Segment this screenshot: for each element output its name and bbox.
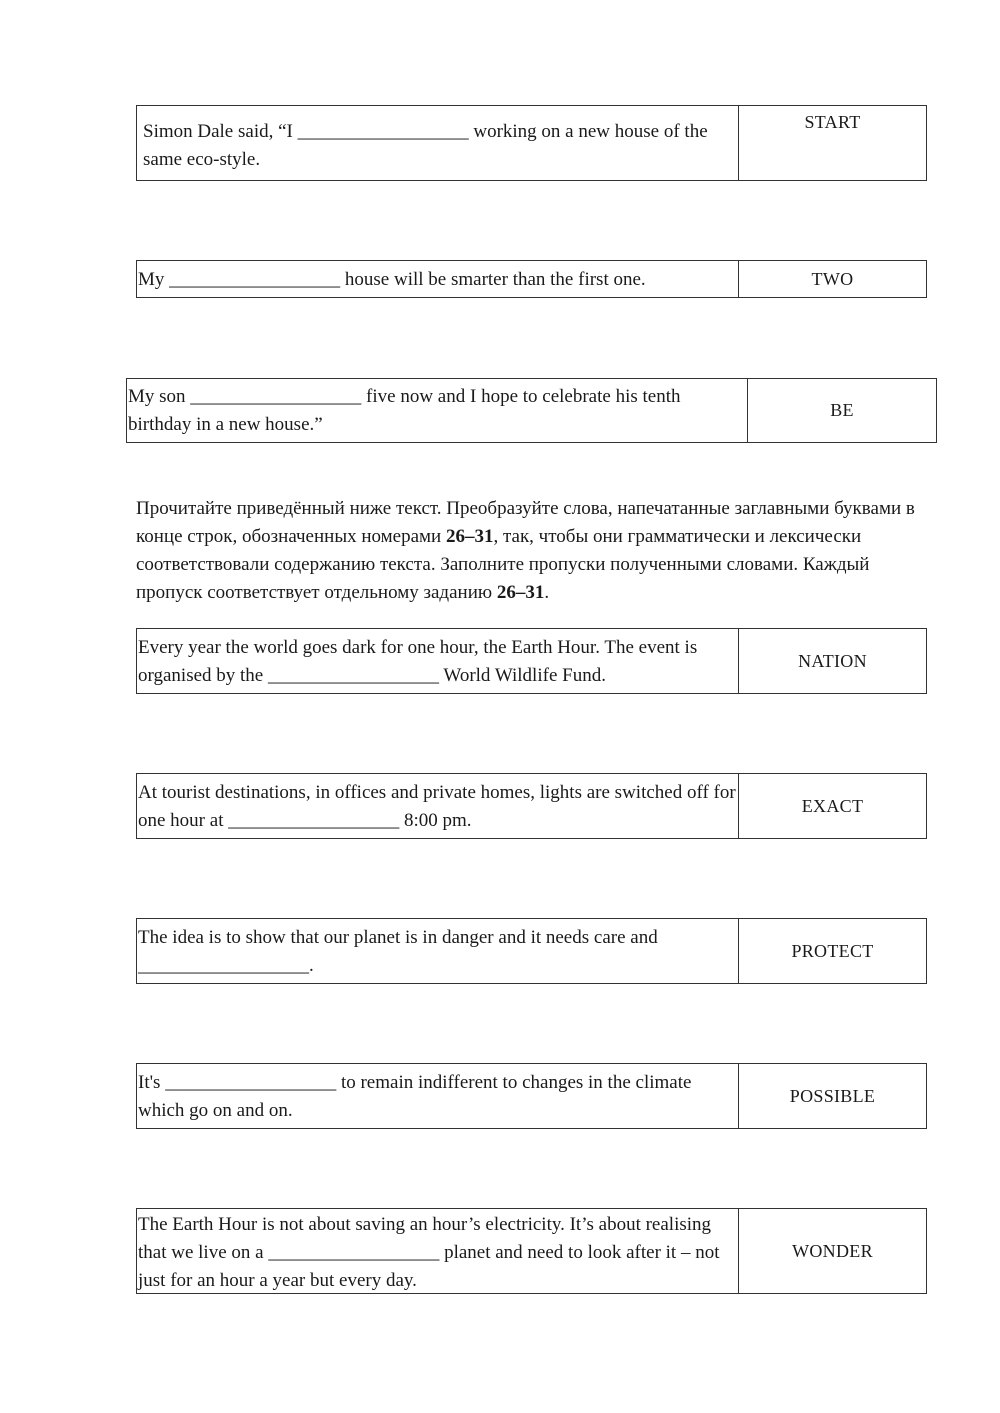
sentence-text-after: World Wildlife Fund.: [439, 665, 606, 686]
sentence-text-before: Simon Dale said, “I: [143, 121, 298, 142]
task-sentence: [137, 629, 739, 693]
sentence-text-after: planet and need to look after it – not just for an hour a year but every day.: [138, 1242, 720, 1291]
sentence-text-before: The Earth Hour is not about saving an hour’s electricity. It’s about realising that we live on a: [138, 1214, 712, 1263]
keyword-two: TWO: [811, 268, 854, 289]
task-instruction: [136, 495, 926, 607]
sentence-text-after: 8:00 pm.: [399, 810, 472, 831]
sentence-text-before: Every year the world goes dark for one hour, the Earth Hour. The event is organised by the: [138, 637, 698, 686]
task-sentence: [137, 1209, 739, 1293]
answer-blank[interactable]: __________________: [138, 955, 309, 976]
task-row-be: [126, 378, 937, 443]
task-range: 26–31: [496, 582, 545, 603]
task-row-protect: [136, 918, 927, 984]
sentence-text-after: working on a new house of the same eco-style.: [143, 121, 708, 170]
sentence-text-before: It's: [138, 1072, 166, 1093]
task-row-possible: [136, 1063, 927, 1129]
answer-blank[interactable]: __________________: [165, 1072, 337, 1093]
sentence-text-before: The idea is to show that our planet is in danger and it needs care and: [138, 927, 658, 948]
task-sentence: [137, 774, 739, 838]
task-row-start: [136, 105, 927, 181]
keyword-protect: PROTECT: [791, 940, 874, 961]
task-row-wonder: [136, 1208, 927, 1294]
answer-blank[interactable]: __________________: [169, 269, 341, 290]
task-sentence: [137, 919, 739, 983]
task-row-exact: [136, 773, 927, 839]
instruction-text: , так, чтобы они грамматически и лексически соответствовали содержанию текста. Заполните пропуски полученными словами. Каждый пропуск соответствует отдельному заданию: [136, 526, 870, 603]
keyword-start: START: [804, 112, 861, 132]
sentence-text-after: five now and I hope to celebrate his tenth birthday in a new house.”: [128, 386, 681, 435]
answer-blank[interactable]: __________________: [268, 665, 439, 686]
task-row-two: [136, 260, 927, 298]
sentence-text-after: house will be smarter than the first one.: [340, 269, 646, 290]
task-sentence: [127, 379, 748, 442]
answer-blank[interactable]: __________________: [190, 386, 362, 407]
task-range: 26–31: [445, 526, 494, 547]
sentence-text-after: to remain indifferent to changes in the climate which go on and on.: [138, 1072, 692, 1121]
keyword-nation: NATION: [798, 650, 867, 671]
keyword-be: BE: [830, 400, 854, 420]
keyword-wonder: WONDER: [792, 1240, 873, 1261]
task-sentence: [137, 261, 739, 297]
task-row-nation: [136, 628, 927, 694]
task-sentence: [137, 106, 739, 180]
answer-blank[interactable]: __________________: [228, 810, 400, 831]
instruction-text: .: [544, 582, 550, 603]
instruction-text: Прочитайте приведённый ниже текст. Преобразуйте слова, напечатанные заглавными буквами в конце строк, обозначенных номерами: [136, 498, 915, 547]
sentence-text-after: .: [309, 955, 314, 976]
answer-blank[interactable]: __________________: [297, 121, 469, 142]
task-sentence: [137, 1064, 739, 1128]
keyword-exact: EXACT: [801, 795, 864, 816]
keyword-possible: POSSIBLE: [789, 1085, 876, 1106]
sentence-text-before: My son: [128, 386, 191, 407]
answer-blank[interactable]: __________________: [268, 1242, 440, 1263]
sentence-text-before: My: [138, 269, 170, 290]
sentence-text-before: At tourist destinations, in offices and private homes, lights are switched off for one hour at: [138, 782, 736, 831]
